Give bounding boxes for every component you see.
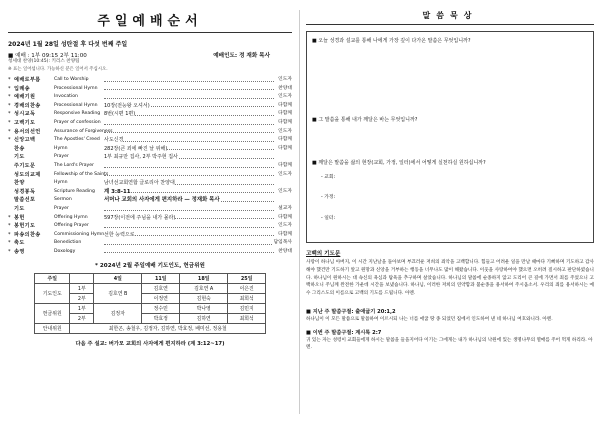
order-item-name: 성시교독 [14, 111, 36, 118]
column-divider [299, 10, 300, 414]
order-item-content: 597장(이전에 주님을 내가 몰라) [104, 214, 176, 221]
table-cell: 김호연 B [94, 284, 142, 304]
table-cell: 2부 [70, 314, 94, 324]
order-item-english: Invocation [54, 94, 78, 100]
order-item-english: Prayer of confession [54, 119, 101, 125]
prayer-heading: 고백의 기도문 [306, 251, 341, 257]
table-cell: 박나영 [180, 304, 228, 314]
table-cell: 최희석 [228, 314, 266, 324]
order-item-name: 주기도문 [14, 162, 36, 169]
order-item-english: Benediction [54, 240, 82, 246]
table-cell: 김호연 A [180, 284, 228, 294]
order-mark: * [8, 231, 11, 238]
order-row [8, 93, 292, 102]
dotted-leader [104, 98, 274, 99]
order-item-responsible: 찬양대 [278, 85, 292, 94]
next-week-sermon: 다음 주 설교: 버가모 교회의 사자에게 편지하라 (계 3:12~17) [75, 341, 225, 348]
order-row [8, 205, 292, 214]
order-item-name: 찬양 [14, 180, 25, 187]
order-item-english: Offering Hymn [54, 214, 88, 220]
order-list [8, 76, 292, 256]
order-item-name: 기도 [14, 205, 25, 212]
table-cell: 김민지 [228, 304, 266, 314]
order-row [8, 196, 292, 205]
dotted-leader [104, 210, 274, 211]
prayer-body: 사랑이 하나님 아버지, 이 시간 지난날을 돌아보며 부끄러운 저희의 죄악을 고백합니다. 힘들고 어려운 일을 만날 때마다 기뻐하며 기도하고 감사해야 했건만 기도하기 앞고 원망과 신앙을 거부하는 행동을 너무나도 많이 해왔습니다. 이웃을 사랑하여야 했으면 오히려 질시하고 판단하였습니다. 하나님이 원하시는 대 속신의 욕심과 탐욕을 추구하며 살았습니다. 하나님의 말씀에 순종하지 않고 도리어 큰 길에 가면서 죄를 주었으니 고백하오니 주님께 완전한 가운데 시간을 보냈습니다. 하나님, 이러한 저희의 연약함과 불순종을 용서하여 주시옵소서. 우리의 죄를 용서하시는 예수 그리스도의 이름으로 고백의 기도를 드립니다. 아멘. [306, 260, 594, 297]
question-1 [312, 37, 588, 44]
order-mark: * [8, 102, 11, 109]
order-mark: * [8, 111, 11, 118]
order-item-responsible: 설교자 [278, 205, 292, 214]
table-row [35, 324, 266, 334]
dotted-leader [104, 132, 274, 133]
dotted-leader [104, 227, 274, 228]
order-row [8, 188, 292, 197]
worship-order-column [8, 10, 292, 418]
order-item-name: 신앙고백 [14, 137, 36, 144]
order-item-responsible: 다함께 [278, 162, 292, 171]
order-item-english: Offering Prayer [54, 223, 89, 229]
order-item-name: 찬송 [14, 145, 25, 152]
order-item-name: 말씀선포 [14, 197, 36, 204]
order-mark: * [8, 128, 11, 135]
order-mark: * [8, 223, 11, 230]
question-2 [312, 116, 588, 123]
dotted-leader [104, 141, 274, 142]
table-cell: 1부 [70, 304, 94, 314]
service-leader: 예배인도: 정 재화 목사 [213, 53, 270, 59]
order-item-english: Processional Hymn [54, 85, 98, 91]
order-item-english: Doxology [54, 248, 76, 254]
table-cell: 정수민 [142, 304, 180, 314]
table-cell: 김호연 [142, 284, 180, 294]
order-item-content: 1부 최규만 집사, 2부 박주현 집사 [104, 154, 178, 161]
order-row [8, 128, 292, 137]
order-item-english: Processional Hymn [54, 102, 98, 108]
order-item-english: Hymn [54, 180, 68, 186]
order-item-responsible: 인도자 [278, 222, 292, 231]
order-mark: * [8, 85, 11, 92]
order-item-english: The Lord's Prayer [54, 162, 94, 168]
order-item-english: Assurance of Forgiveness [54, 128, 113, 134]
order-row [8, 145, 292, 154]
order-item-name: 성경봉독 [14, 188, 36, 195]
question-3 [312, 159, 588, 166]
dotted-leader [104, 81, 274, 82]
order-mark: * [8, 240, 11, 247]
order-item-content: 계 3:8-11 [104, 188, 131, 195]
order-row [8, 248, 292, 257]
kids-praise-note: 청세대 찬양(10:45): 키리스 찬양팀 [8, 59, 80, 64]
order-row [8, 110, 292, 119]
table-cell: 최희석 [228, 294, 266, 304]
table-row [35, 304, 266, 314]
order-item-english: Fellowship of the Saints [54, 171, 109, 177]
table-header-cell: 주일 [35, 274, 70, 284]
standing-note: ※ 표는 일어섭니다. 가능하신 분은 일어서 주십시오. [8, 67, 108, 72]
order-item-content: 선한 능력으로 [104, 231, 135, 238]
order-row [8, 171, 292, 180]
question-text: ■ 오늘 성경과 설교를 통해 나에게 가장 깊이 다가온 말씀은 무엇입니까? [312, 38, 471, 44]
meditation-box [306, 31, 594, 243]
service-date: 2024년 1월 28일 성탄절 후 다섯 번째 주일 [8, 41, 128, 48]
duty-table [34, 273, 266, 334]
table-header-cell: 18일 [180, 274, 228, 284]
order-row [8, 222, 292, 231]
table-header-cell: 25일 [228, 274, 266, 284]
order-mark: * [8, 77, 11, 83]
order-item-content: 사도신경 [104, 137, 124, 144]
service-times-row [8, 51, 292, 58]
row-label: 헌금위원 [35, 304, 70, 324]
order-item-english: Call to Worship [54, 77, 89, 82]
order-mark: * [8, 119, 11, 126]
duty-heading: * 2024년 2월 주일예배 기도인도, 헌금위원 [95, 263, 205, 270]
table-cell: 이정연 [142, 294, 180, 304]
order-row [8, 162, 292, 171]
table-row [35, 314, 266, 324]
this-week-verse: 귀 있는 자는 성령이 교회들에게 하시는 말씀을 들을지어다 이기는 그에게는 내가 하나님의 낙원에 있는 생명나무의 열매를 주어 먹게 하리라. 아멘. [306, 337, 593, 350]
order-mark: * [8, 137, 11, 144]
order-item-responsible: 다함께 [278, 110, 292, 119]
order-item-responsible: 다함께 [278, 231, 292, 240]
table-cell: 박효정 [142, 314, 180, 324]
order-row [8, 153, 292, 162]
table-cell: 김정자 [94, 304, 142, 324]
order-item-content: 10장(전능왕 오셔서) [104, 102, 150, 109]
order-item-name: 성도의교제 [14, 171, 41, 178]
order-item-content: 282장(큰 죄에 빠진 날 위해) [104, 145, 168, 152]
order-item-responsible: 다함께 [278, 214, 292, 223]
order-row [8, 136, 292, 145]
order-item-responsible: 다함께 [278, 136, 292, 145]
row-label: 안내위원 [35, 324, 70, 334]
order-row [8, 85, 292, 94]
order-item-responsible: 인도자 [278, 93, 292, 102]
service-times: ■ 예배 : 1부 09:15 2부 11:00 [8, 53, 87, 59]
meditation-column [306, 10, 594, 418]
order-item-name: 봉헌 [14, 214, 25, 221]
order-item-responsible: 다함께 [278, 119, 292, 128]
order-item-name: 봉헌기도 [14, 223, 36, 230]
order-item-english: Prayer [54, 205, 69, 211]
order-item-responsible: 다함께 [278, 102, 292, 111]
order-item-english: The Apostles' Creed [54, 137, 100, 143]
order-item-responsible: 인도자 [278, 171, 292, 180]
meditation-title: 말씀묵상 [306, 10, 594, 25]
order-item-english: Responsive Reading [54, 111, 101, 117]
order-item-responsible: 담임목사 [273, 239, 292, 248]
dotted-leader [104, 244, 274, 245]
order-item-name: 기도 [14, 154, 25, 161]
this-week-verse-title: ■ 이번 주 말씀구절: 계시록 2:7 [306, 329, 382, 336]
table-cell: 2부 [70, 294, 94, 304]
answer-work[interactable]: - 일터: [321, 216, 336, 221]
order-item-responsible: 다함께 [278, 145, 292, 154]
order-row [8, 102, 292, 111]
order-item-name: 예배로부름 [14, 77, 41, 83]
table-header-cell: 11일 [142, 274, 180, 284]
table-row [35, 294, 266, 304]
table-header-row [35, 274, 266, 284]
dotted-leader [104, 89, 274, 90]
order-mark: * [8, 248, 11, 255]
order-row [8, 239, 292, 248]
order-mark: * [8, 94, 11, 101]
order-item-english: Commissioning Hymn [54, 231, 105, 237]
order-row [8, 179, 292, 188]
order-item-responsible: 찬양대 [278, 248, 292, 257]
dotted-leader [104, 167, 274, 168]
order-item-name: 예배기원 [14, 94, 36, 101]
table-cell: 이은진 [228, 284, 266, 294]
order-row [8, 119, 292, 128]
order-item-responsible: 인도자 [278, 128, 292, 137]
order-item-content: 남녀선교회연합 글로리아 찬양대 [104, 180, 175, 187]
question-text: ■ 깨달은 말씀을 삶의 현장(교회, 가정, 일터)에서 어떻게 실천하실 원하십니까? [312, 160, 486, 166]
order-item-name: 고백기도 [14, 119, 36, 126]
answer-church[interactable]: - 교회: [321, 175, 336, 180]
order-item-english: Sermon [54, 197, 72, 203]
order-row [8, 231, 292, 240]
order-item-english: Scripture Reading [54, 188, 95, 194]
order-item-content: 서머나 교회의 사자에게 편지하라 — 정재화 목사 [104, 197, 220, 204]
order-item-name: 용서의선언 [14, 128, 41, 135]
order-item-name: 송영 [14, 248, 25, 255]
table-cell: 1부 [70, 284, 94, 294]
table-cell: 김현숙 [180, 294, 228, 304]
dotted-leader [104, 175, 274, 176]
order-item-name: 파송의찬송 [14, 231, 41, 238]
dotted-leader [104, 124, 274, 125]
order-item-name: 입례송 [14, 85, 30, 92]
question-text: ■ 그 말씀을 통해 내가 깨달은 바는 무엇입니까? [312, 117, 418, 123]
order-mark: * [8, 214, 11, 221]
order-item-name: 축도 [14, 240, 25, 247]
table-header-cell: 4일 [94, 274, 142, 284]
dotted-leader [104, 252, 274, 253]
table-header-cell [70, 274, 94, 284]
answer-home[interactable]: - 가정: [321, 195, 336, 200]
order-row [8, 214, 292, 223]
last-week-verse: 하나님이 이 모든 말씀으로 말씀하여 이르시되 나는 너를 애굽 땅 종 되었던 집에서 인도하여 낸 네 하나님 여호와니라. 아멘. [306, 316, 553, 322]
order-item-name: 경배의찬송 [14, 102, 41, 109]
order-item-english: Prayer [54, 154, 69, 160]
table-cell: 최한곤, 송철우, 김정자, 김하연, 박효정, 배미선, 정용철 [70, 324, 266, 334]
order-row [8, 76, 292, 85]
order-item-responsible: 인도자 [278, 76, 292, 85]
last-week-verse-title: ■ 지난 주 말씀구절: 출애굽기 20:1,2 [306, 308, 396, 315]
table-cell: 김하연 [180, 314, 228, 324]
order-item-content: 8번(시편 1편) [104, 111, 136, 118]
page-title: 주일예배순서 [8, 10, 292, 33]
table-row [35, 284, 266, 294]
order-item-english: Hymn [54, 145, 68, 151]
row-label: 기도인도 [35, 284, 70, 304]
order-item-responsible: 인도자 [278, 188, 292, 197]
